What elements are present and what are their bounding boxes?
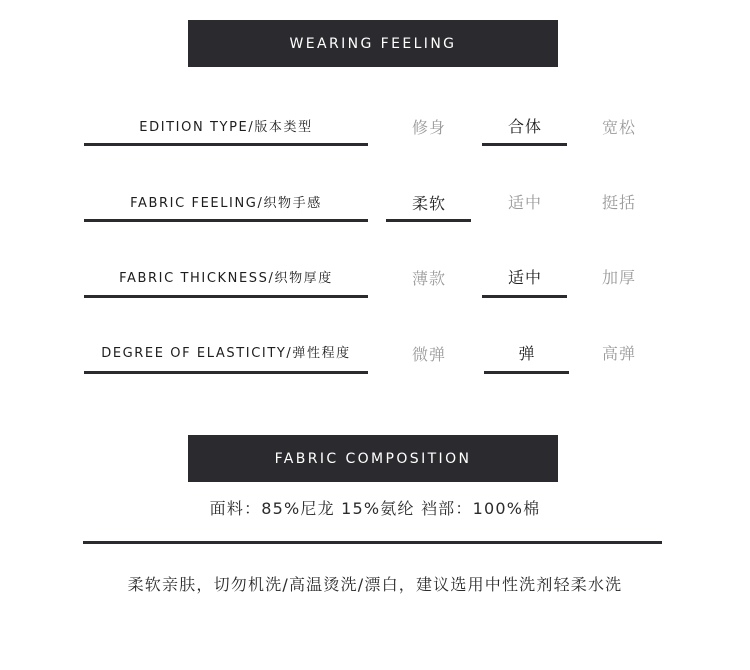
option: 薄款 xyxy=(411,269,446,288)
option: 挺括 xyxy=(601,193,636,212)
option-selected: 合体 xyxy=(507,117,542,136)
row-label: DEGREE OF ELASTICITY/弹性程度 xyxy=(101,346,351,361)
option-selected: 柔软 xyxy=(411,194,446,213)
option: 适中 xyxy=(507,193,542,212)
row-label: FABRIC FEELING/织物手感 xyxy=(130,196,322,211)
option: 微弹 xyxy=(411,345,446,364)
option-selected: 弹 xyxy=(518,344,536,363)
wearing-feeling-banner xyxy=(188,20,558,67)
selected-underline xyxy=(482,143,567,146)
fabric-composition-title: FABRIC COMPOSITION xyxy=(274,450,472,467)
option: 修身 xyxy=(411,118,446,137)
row-underline xyxy=(84,295,368,298)
option: 高弹 xyxy=(601,344,636,363)
selected-underline xyxy=(484,371,569,374)
row-underline xyxy=(84,143,368,146)
row-label: FABRIC THICKNESS/织物厚度 xyxy=(119,271,333,286)
row-underline xyxy=(84,219,368,222)
care-instructions: 柔软亲肤，切勿机洗/高温烫洗/漂白，建议选用中性洗剂轻柔水洗 xyxy=(127,575,623,594)
fabric-composition-banner xyxy=(188,435,558,482)
option: 宽松 xyxy=(601,118,636,137)
row-underline xyxy=(84,371,368,374)
composition-text: 面料：85%尼龙 15%氨纶 裆部：100%棉 xyxy=(209,499,541,518)
selected-underline xyxy=(386,219,471,222)
option: 加厚 xyxy=(601,268,636,287)
row-label: EDITION TYPE/版本类型 xyxy=(139,120,313,135)
section-divider xyxy=(83,541,662,544)
selected-underline xyxy=(482,295,567,298)
option-selected: 适中 xyxy=(507,268,542,287)
wearing-feeling-title: WEARING FEELING xyxy=(289,35,457,52)
